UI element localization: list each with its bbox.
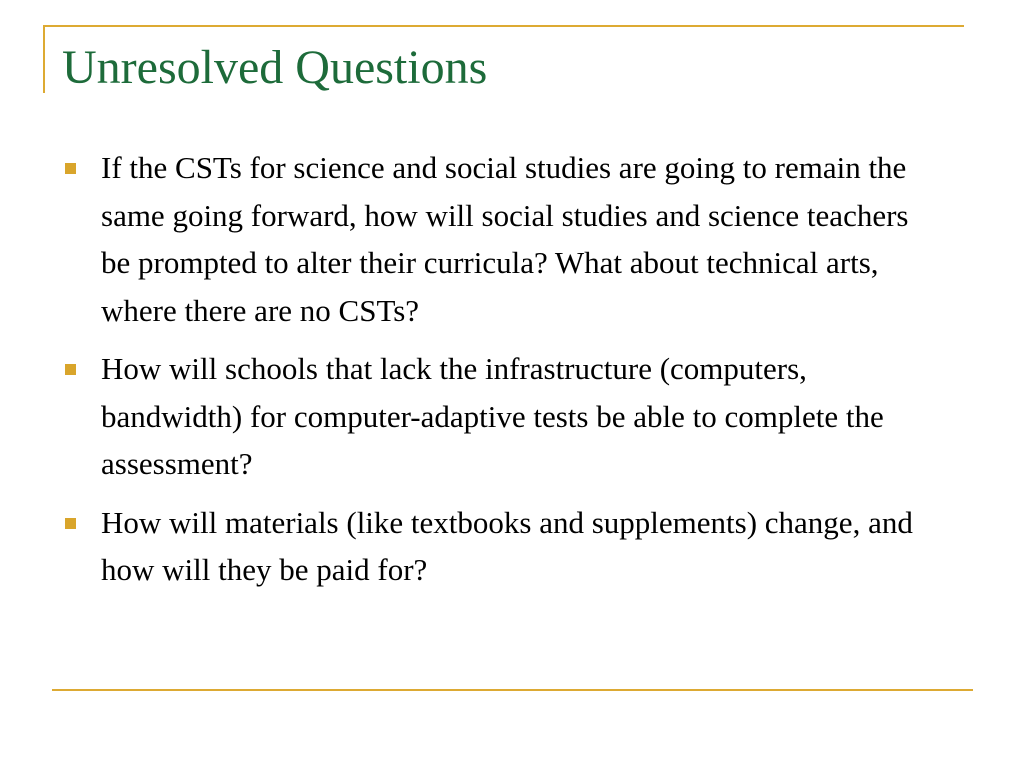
bottom-border-line — [52, 689, 973, 691]
bullet-item — [62, 499, 942, 594]
bullet-item — [62, 345, 942, 488]
square-bullet-icon — [65, 364, 76, 375]
square-bullet-icon — [65, 163, 76, 174]
left-border-line — [43, 25, 45, 93]
square-bullet-icon — [65, 518, 76, 529]
top-border-line — [43, 25, 964, 27]
slide-title: Unresolved Questions — [62, 41, 488, 94]
bullet-list — [62, 144, 942, 605]
bullet-text: How will materials (like textbooks and supplements) change, and how will they be paid for? — [101, 504, 913, 587]
bullet-item — [62, 144, 942, 334]
bullet-text: If the CSTs for science and social studies are going to remain the same going forward, how will social studies and science teachers be prompted to alter their curricula? What about technical arts, where there are no CSTs? — [101, 150, 909, 328]
bullet-text: How will schools that lack the infrastructure (computers, bandwidth) for computer-adaptive tests be able to complete the assessment? — [101, 351, 884, 481]
